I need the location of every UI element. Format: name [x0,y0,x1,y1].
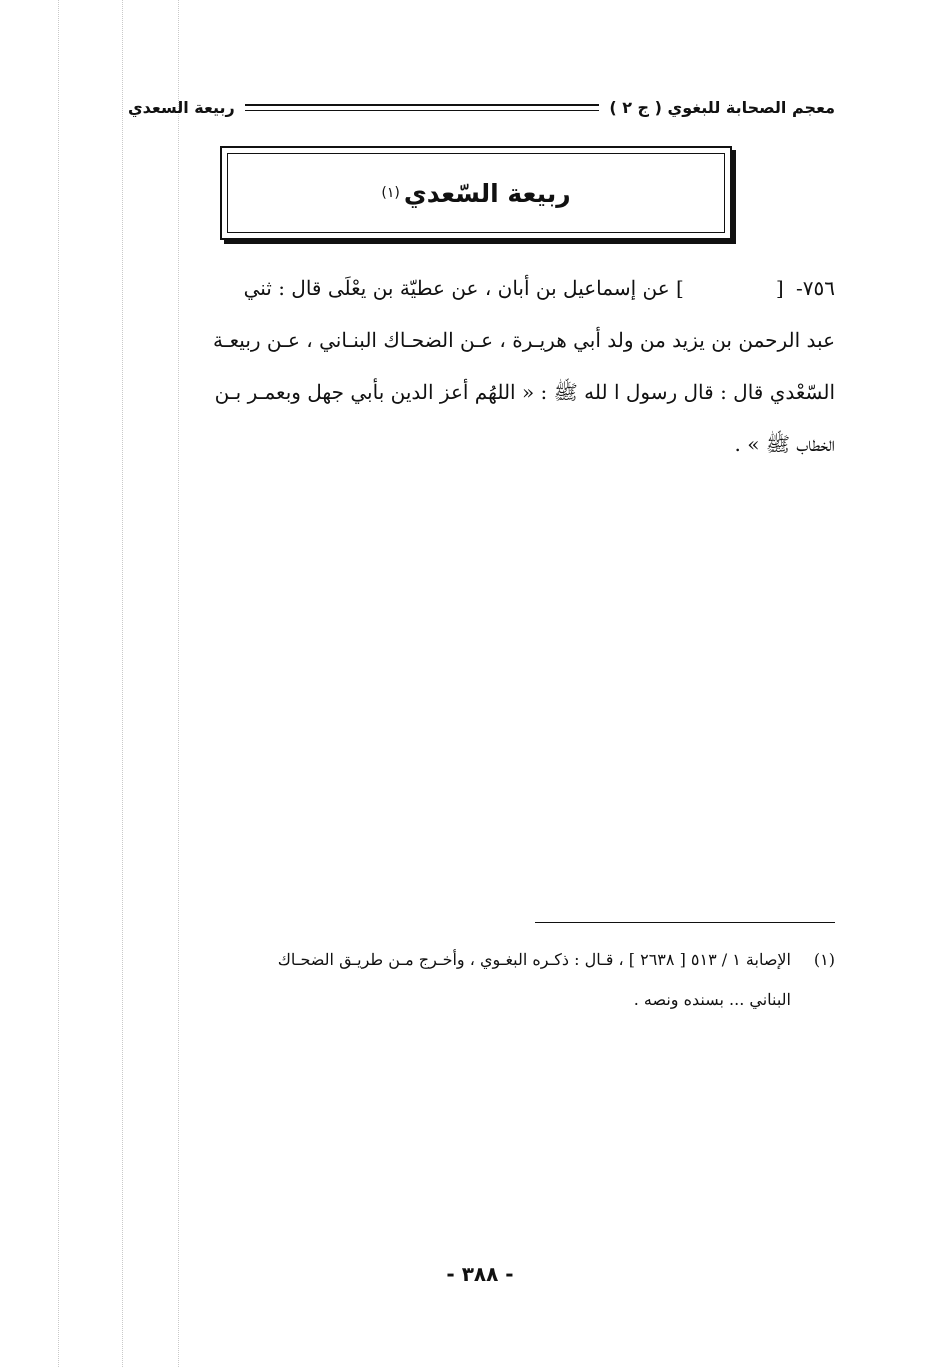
hadith-line-2: عبد الرحمن بن يزيد من ولد أبي هريـرة ، عـن الضحـاك البنـاني ، عـن ربيعـة [213,328,835,352]
footnote-number: (١) [813,950,835,969]
close-bracket: ] [676,276,684,300]
header-section-title: ربيعة السعدي [128,97,235,117]
hadith-number: ٧٥٦- [796,276,835,300]
header-rule [245,104,600,111]
title-footnote-marker: (١) [381,185,400,201]
title-frame-inner [227,153,725,233]
entry-title: ربيعة السّعدي [403,178,571,208]
page-number: - ٣٨٨ - [446,1262,514,1286]
footnote-line-2: البناني ... بسنده ونصه . [633,990,791,1009]
hadith-line-3: السّعْدي قال : قال رسول ا لله ﷺ : « اللهُم أعز الدين بأبي جهل وبعمـر بـن [214,380,835,404]
hadith-text [118,262,835,470]
scan-artifact [178,0,179,1367]
footnote-line-1: الإصابة ١ / ٥١٣ [ ٢٦٣٨ ] ، قـال : ذكـره البغـوي ، وأخـرج مـن طريـق الضحـاك [277,950,791,969]
header-book-title: معجم الصحابة للبغوي ( ج ٢ ) [609,97,835,117]
hadith-line [118,262,835,314]
scan-artifact [122,0,123,1367]
footnote-rule [535,922,835,923]
footnote [118,940,835,1020]
hadith-line-1: عن إسماعيل بن أبان ، عن عطيّة بن يعْلَى قال : ثني [243,276,670,300]
hadith-line-4: الخطاب ﷺ » . [734,432,835,456]
scan-artifact [58,0,59,1367]
running-header [128,92,835,122]
title-frame [220,146,732,240]
open-bracket: [ [775,276,784,300]
